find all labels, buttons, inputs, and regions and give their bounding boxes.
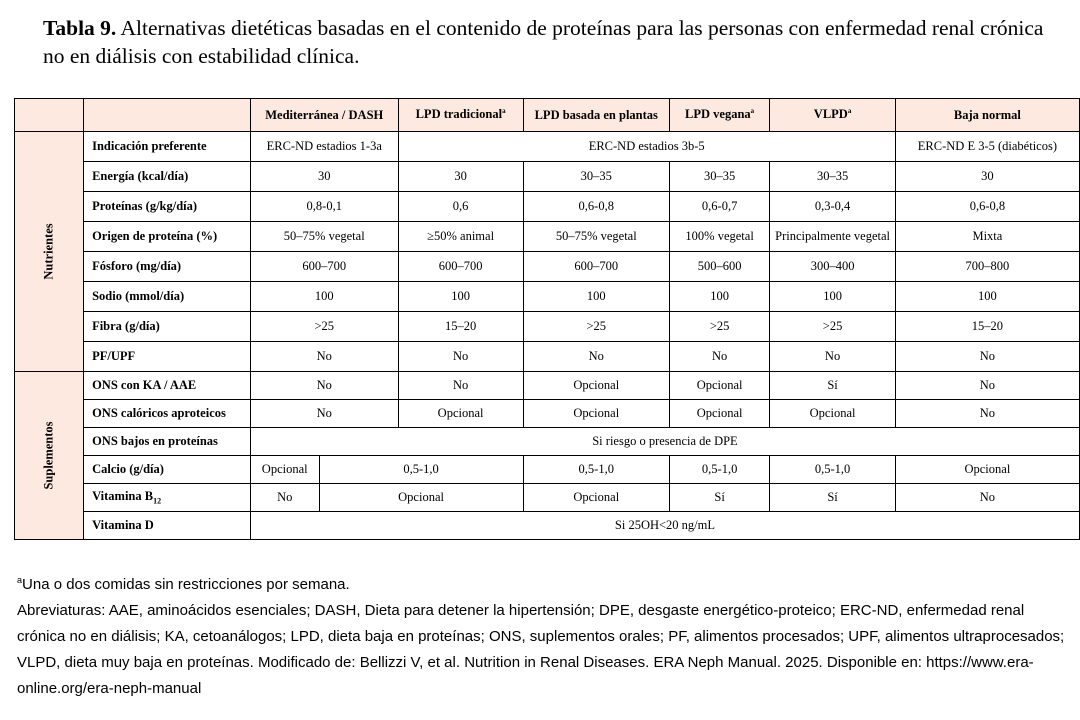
table-cell: 30	[398, 162, 523, 192]
table-cell: 300–400	[770, 252, 895, 282]
table-cell: No	[895, 372, 1079, 400]
table-cell: No	[895, 342, 1079, 372]
header-corner	[15, 99, 84, 132]
header-baja-normal: Baja normal	[895, 99, 1079, 132]
table-cell: No	[523, 342, 669, 372]
header-lpd-plantas: LPD basada en plantas	[523, 99, 669, 132]
table-cell: No	[250, 342, 398, 372]
table-row	[15, 312, 1080, 342]
table-cell: Opcional	[319, 484, 523, 512]
row-label: Fibra (g/día)	[84, 312, 251, 342]
table-cell: 100	[669, 282, 769, 312]
table-cell: 500–600	[669, 252, 769, 282]
table-cell: >25	[250, 312, 398, 342]
table-cell: ERC-ND estadios 1-3a	[250, 132, 398, 162]
table-cell: Opcional	[770, 400, 895, 428]
table-row	[15, 162, 1080, 192]
row-label: Origen de proteína (%)	[84, 222, 251, 252]
row-label: ONS bajos en proteínas	[84, 428, 251, 456]
table-cell: No	[398, 342, 523, 372]
table-cell: 0,6-0,7	[669, 192, 769, 222]
table-cell: 15–20	[895, 312, 1079, 342]
table-cell: >25	[669, 312, 769, 342]
table-cell: 700–800	[895, 252, 1079, 282]
table-cell: 100	[398, 282, 523, 312]
row-label: Energía (kcal/día)	[84, 162, 251, 192]
table-row	[15, 132, 1080, 162]
table-cell: Si 25OH<20 ng/mL	[250, 512, 1079, 540]
row-label: Calcio (g/día)	[84, 456, 251, 484]
table-cell: 100	[523, 282, 669, 312]
table-cell: 0,3-0,4	[770, 192, 895, 222]
footnote-a: $^a$Una o dos comidas sin restricciones por semana.	[17, 575, 350, 593]
table-cell: Si riesgo o presencia de DPE	[250, 428, 1079, 456]
table-row	[15, 342, 1080, 372]
table-row	[15, 456, 1080, 484]
table-cell: No	[895, 400, 1079, 428]
row-label: Proteínas (g/kg/día)	[84, 192, 251, 222]
table-title-label: Tabla 9.	[43, 16, 117, 40]
table-cell: Opcional	[895, 456, 1079, 484]
table-row	[15, 512, 1080, 540]
header-mediterranea: Mediterránea / DASH	[250, 99, 398, 132]
table-cell: 0,5-1,0	[319, 456, 523, 484]
row-label: ONS calóricos aproteicos	[84, 400, 251, 428]
table-cell: Mixta	[895, 222, 1079, 252]
table-cell: 30	[250, 162, 398, 192]
table-cell: Opcional	[398, 400, 523, 428]
table-cell: Sí	[770, 484, 895, 512]
row-label: Vitamina $B_{12}$	[84, 484, 251, 512]
table-cell: 600–700	[398, 252, 523, 282]
table-row	[15, 372, 1080, 400]
footnotes	[17, 567, 1067, 702]
table-cell: 0,5-1,0	[770, 456, 895, 484]
table-title	[43, 14, 1053, 70]
row-label: Vitamina D	[84, 512, 251, 540]
table-cell: No	[250, 400, 398, 428]
table-cell: Opcional	[669, 400, 769, 428]
table-header-row	[15, 99, 1080, 132]
table-cell: 0,5-1,0	[669, 456, 769, 484]
table-cell: ERC-ND estadios 3b-5	[398, 132, 895, 162]
table-cell: 0,8-0,1	[250, 192, 398, 222]
table-cell: No	[250, 372, 398, 400]
table-cell: 30–35	[523, 162, 669, 192]
table-cell: No	[250, 484, 319, 512]
table-cell: Opcional	[669, 372, 769, 400]
table-cell: 0,6	[398, 192, 523, 222]
footnote-abbreviations: Abreviaturas: AAE, aminoácidos esenciales; DASH, Dieta para detener la hipertensión; DPE, desgaste energético-proteico; ERC-ND, enfermedad renal crónica no en diálisis; KA, cetoanálogos; LPD, dieta baja en proteínas; ONS, suplementos orales; PF, alimentos procesados; UPF, alimentos ultraprocesados; VLPD, dieta muy baja en proteínas. Modificado de: Bellizzi V, et al. Nutrition in Renal Diseases. ERA Neph Manual. 2025. Disponible en: https://www.era-online.org/era-neph-manual	[17, 602, 1065, 697]
table-cell: 100	[250, 282, 398, 312]
row-label: Indicación preferente	[84, 132, 251, 162]
table-cell: 0,5-1,0	[523, 456, 669, 484]
row-label: ONS con KA / AAE	[84, 372, 251, 400]
table-cell: 100	[895, 282, 1079, 312]
table-cell: ≥50% animal	[398, 222, 523, 252]
table-cell: 15–20	[398, 312, 523, 342]
table-row	[15, 282, 1080, 312]
table-cell: 100% vegetal	[669, 222, 769, 252]
table-cell: No	[398, 372, 523, 400]
table-cell: 600–700	[250, 252, 398, 282]
table-cell: Principalmente vegetal	[770, 222, 895, 252]
header-lpd-tradicional: LPD tradicional$^a$	[398, 99, 523, 132]
table-cell: No	[895, 484, 1079, 512]
table-row	[15, 192, 1080, 222]
table-cell: No	[669, 342, 769, 372]
table-title-text: Alternativas dietéticas basadas en el contenido de proteínas para las personas con enfermedad renal crónica no en diálisis con estabilidad clínica.	[43, 16, 1044, 68]
table-cell: Opcional	[523, 372, 669, 400]
section-suplementos: Suplementos	[15, 372, 84, 540]
table-row	[15, 252, 1080, 282]
table-cell: 0,6-0,8	[523, 192, 669, 222]
table-cell: 30–35	[669, 162, 769, 192]
table-cell: 30–35	[770, 162, 895, 192]
diet-alternatives-table	[14, 98, 1080, 540]
row-label: PF/UPF	[84, 342, 251, 372]
table-row	[15, 484, 1080, 512]
table-cell: ERC-ND E 3-5 (diabéticos)	[895, 132, 1079, 162]
table-cell: 50–75% vegetal	[250, 222, 398, 252]
row-label: Fósforo (mg/día)	[84, 252, 251, 282]
table-cell: Sí	[770, 372, 895, 400]
table-row	[15, 400, 1080, 428]
table-cell: 30	[895, 162, 1079, 192]
table-cell: Opcional	[250, 456, 319, 484]
table-cell: Sí	[669, 484, 769, 512]
table-cell: 600–700	[523, 252, 669, 282]
table-row	[15, 428, 1080, 456]
table-cell: No	[770, 342, 895, 372]
table-cell: 0,6-0,8	[895, 192, 1079, 222]
header-lpd-vegana: LPD vegana$^a$	[669, 99, 769, 132]
table-cell: 100	[770, 282, 895, 312]
table-cell: >25	[770, 312, 895, 342]
header-label-col	[84, 99, 251, 132]
table-cell: 50–75% vegetal	[523, 222, 669, 252]
row-label: Sodio (mmol/día)	[84, 282, 251, 312]
header-vlpd: VLPD$^a$	[770, 99, 895, 132]
table-cell: >25	[523, 312, 669, 342]
table-row	[15, 222, 1080, 252]
table-cell: Opcional	[523, 400, 669, 428]
table-cell: Opcional	[523, 484, 669, 512]
section-nutrientes: Nutrientes	[15, 132, 84, 372]
